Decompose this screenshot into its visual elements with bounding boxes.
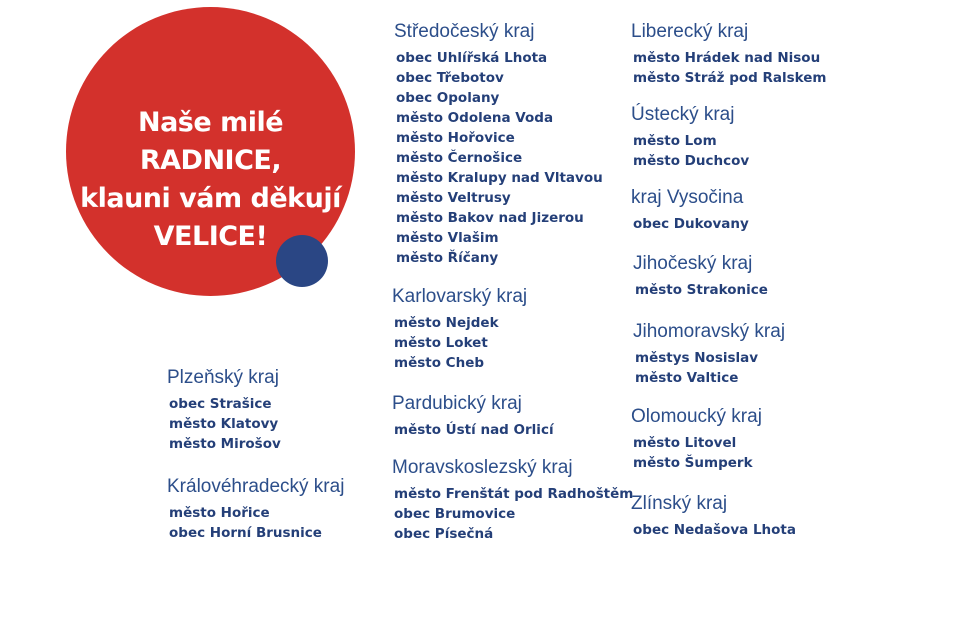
town-item: město Lom: [633, 133, 717, 149]
town-list: [633, 280, 768, 300]
region-stredocesky: [394, 21, 603, 268]
town-item: obec Strašice: [169, 396, 272, 412]
town-list: [392, 484, 633, 544]
town-item: město Vlašim: [396, 230, 499, 246]
region-kralovehradecky: [167, 476, 344, 543]
town-list: [633, 348, 785, 388]
town-item: obec Třebotov: [396, 70, 504, 86]
town-item: město Ústí nad Orlicí: [394, 422, 554, 438]
town-list: [631, 214, 749, 234]
town-item: město Veltrusy: [396, 190, 511, 206]
region-title: Jihomoravský kraj: [633, 321, 786, 342]
region-title: Ústecký kraj: [631, 104, 735, 125]
town-item: obec Nedašova Lhota: [633, 522, 796, 538]
town-item: město Frenštát pod Radhoštěm: [394, 486, 634, 502]
town-list: [392, 420, 554, 440]
region-karlovarsky: [392, 286, 527, 373]
region-liberecky: [631, 21, 827, 88]
region-title: Jihočeský kraj: [633, 253, 753, 274]
region-jihomoravsky: [633, 321, 785, 388]
town-list: [167, 394, 281, 454]
region-title: Zlínský kraj: [631, 493, 728, 514]
region-title: Moravskoslezský kraj: [392, 457, 573, 478]
town-list: [392, 313, 527, 373]
town-list: [631, 131, 749, 171]
town-item: město Odolena Voda: [396, 110, 554, 126]
town-item: město Černošice: [396, 150, 523, 166]
region-ustecky: [631, 104, 749, 171]
town-item: obec Uhlířská Lhota: [396, 50, 548, 66]
town-item: obec Opolany: [396, 90, 500, 106]
region-pardubicky: [392, 393, 554, 440]
thank-you-line: VELICE!: [153, 221, 268, 252]
region-zlinsky: [631, 493, 796, 540]
town-item: město Kralupy nad Vltavou: [396, 170, 603, 186]
town-item: město Duchcov: [633, 153, 750, 169]
town-item: město Mirošov: [169, 436, 281, 452]
town-item: město Klatovy: [169, 416, 279, 432]
town-item: obec Dukovany: [633, 216, 749, 232]
town-item: město Bakov nad Jizerou: [396, 210, 584, 226]
thank-you-message: [66, 104, 355, 256]
town-item: město Loket: [394, 335, 488, 351]
region-title: Plzeňský kraj: [167, 367, 279, 388]
town-list: [631, 48, 827, 88]
town-item: městys Nosislav: [635, 350, 759, 366]
town-item: město Říčany: [396, 250, 499, 266]
town-item: město Valtice: [635, 370, 739, 386]
town-list: [167, 503, 344, 543]
town-item: obec Horní Brusnice: [169, 525, 322, 541]
town-item: město Cheb: [394, 355, 485, 371]
town-item: město Strakonice: [635, 282, 768, 298]
region-title: Středočeský kraj: [394, 21, 535, 42]
thank-you-line: klauni vám děkují: [80, 183, 341, 214]
town-item: město Hořovice: [396, 130, 515, 146]
town-list: [631, 433, 762, 473]
town-list: [631, 520, 796, 540]
region-title: Královéhradecký kraj: [167, 476, 345, 497]
town-item: obec Písečná: [394, 526, 494, 542]
thank-you-line: Naše milé RADNICE,: [137, 107, 284, 176]
town-item: město Stráž pod Ralskem: [633, 70, 827, 86]
region-title: kraj Vysočina: [631, 187, 744, 208]
region-title: Karlovarský kraj: [392, 286, 528, 307]
region-jihocesky: [633, 253, 768, 300]
town-item: město Nejdek: [394, 315, 499, 331]
town-item: město Šumperk: [633, 455, 753, 471]
region-vysocina: [631, 187, 749, 234]
town-list: [394, 48, 603, 268]
region-title: Olomoucký kraj: [631, 406, 762, 427]
region-title: Pardubický kraj: [392, 393, 522, 414]
region-olomoucky: [631, 406, 762, 473]
town-item: město Litovel: [633, 435, 737, 451]
town-item: město Hrádek nad Nisou: [633, 50, 821, 66]
region-plzensky: [167, 367, 281, 454]
region-title: Liberecký kraj: [631, 21, 749, 42]
region-moravskoslezsky: [392, 457, 633, 544]
town-item: město Hořice: [169, 505, 270, 521]
blue-dot-decoration: [276, 235, 328, 287]
town-item: obec Brumovice: [394, 506, 516, 522]
